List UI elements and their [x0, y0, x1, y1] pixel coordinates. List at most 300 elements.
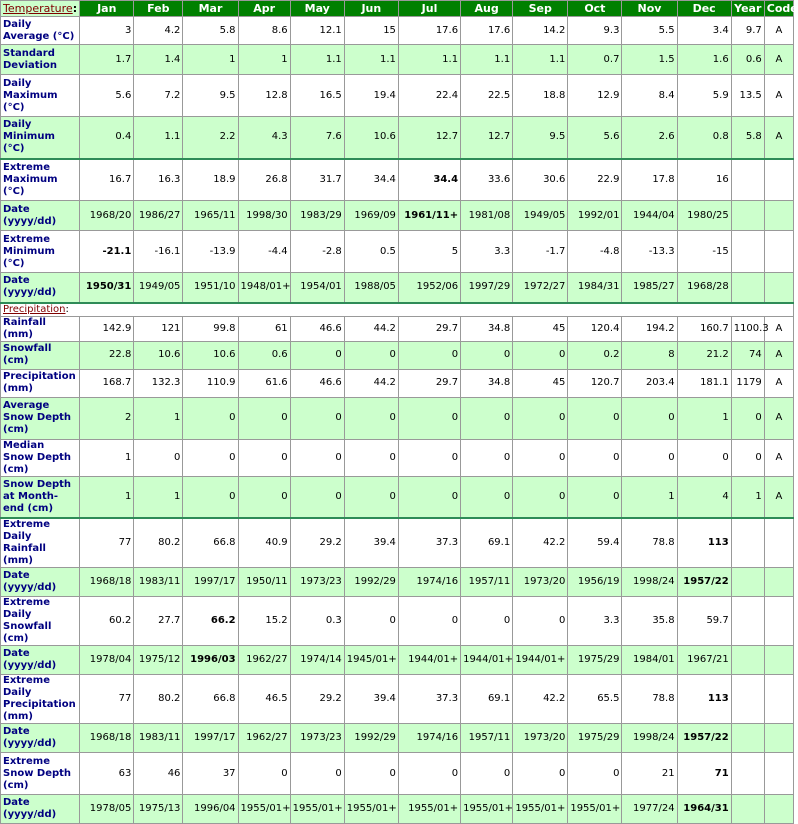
month-cell: 16.5	[290, 75, 344, 117]
table-row	[1, 795, 794, 824]
month-cell: 1996/04	[183, 795, 238, 824]
code-cell	[764, 795, 793, 824]
month-cell: 3	[80, 17, 134, 45]
month-cell: 0	[398, 597, 460, 646]
col-header-may: May	[290, 1, 344, 17]
row-label: Average Snow Depth (cm)	[1, 397, 80, 439]
month-cell: 1952/06	[398, 273, 460, 303]
month-cell: 80.2	[134, 518, 183, 568]
year-cell: 0	[731, 397, 764, 439]
year-cell	[731, 646, 764, 675]
month-cell: 0	[290, 476, 344, 518]
month-cell: 5.5	[622, 17, 677, 45]
month-cell: 61	[238, 316, 290, 341]
month-cell: 29.2	[290, 675, 344, 724]
code-cell: A	[764, 476, 793, 518]
month-cell: 5.6	[568, 117, 622, 159]
month-cell: 66.8	[183, 675, 238, 724]
month-cell: 0	[513, 597, 568, 646]
month-cell: 1973/20	[513, 724, 568, 753]
table-row	[1, 646, 794, 675]
month-cell: 1949/05	[134, 273, 183, 303]
month-cell: 1	[238, 45, 290, 75]
month-cell: 1980/25	[677, 201, 731, 231]
month-cell: 7.2	[134, 75, 183, 117]
month-cell: 31.7	[290, 159, 344, 201]
col-header-jun: Jun	[344, 1, 398, 17]
month-cell: 1983/11	[134, 724, 183, 753]
month-cell: 26.8	[238, 159, 290, 201]
month-cell: 120.7	[568, 369, 622, 397]
month-cell: 1.4	[134, 45, 183, 75]
col-header-feb: Feb	[134, 1, 183, 17]
month-cell: 42.2	[513, 675, 568, 724]
month-cell: 1998/30	[238, 201, 290, 231]
month-cell: 2.6	[622, 117, 677, 159]
month-cell: 59.4	[568, 518, 622, 568]
month-cell: 1968/20	[80, 201, 134, 231]
col-header-dec: Dec	[677, 1, 731, 17]
month-cell: 1944/01+	[461, 646, 513, 675]
month-cell: -1.7	[513, 231, 568, 273]
month-cell: 44.2	[344, 369, 398, 397]
row-label: Precipitation (mm)	[1, 369, 80, 397]
month-cell: 4.3	[238, 117, 290, 159]
row-label: Rainfall (mm)	[1, 316, 80, 341]
month-cell: 1	[134, 397, 183, 439]
precipitation-section-label: Precipitation	[3, 303, 66, 315]
month-cell: 29.7	[398, 369, 460, 397]
month-cell: 3.4	[677, 17, 731, 45]
table-row	[1, 568, 794, 597]
month-cell: 0	[398, 439, 460, 476]
month-cell: 113	[677, 518, 731, 568]
month-cell: 1955/01+	[398, 795, 460, 824]
month-cell: 71	[677, 753, 731, 795]
month-cell: 22.5	[461, 75, 513, 117]
month-cell: 0	[238, 753, 290, 795]
year-cell	[731, 273, 764, 303]
month-cell: 1950/11	[238, 568, 290, 597]
code-cell	[764, 597, 793, 646]
month-cell: 203.4	[622, 369, 677, 397]
table-row	[1, 518, 794, 568]
year-cell: 1100.3	[731, 316, 764, 341]
code-cell	[764, 568, 793, 597]
month-cell: 1955/01+	[461, 795, 513, 824]
month-cell: 34.4	[344, 159, 398, 201]
month-cell: 22.4	[398, 75, 460, 117]
row-label: Extreme Snow Depth (cm)	[1, 753, 80, 795]
month-cell: 1973/23	[290, 724, 344, 753]
col-header-jan: Jan	[80, 1, 134, 17]
month-cell: 10.6	[183, 341, 238, 369]
month-cell: 1978/05	[80, 795, 134, 824]
month-cell: -13.9	[183, 231, 238, 273]
month-cell: 1944/01+	[398, 646, 460, 675]
month-cell: 1.1	[461, 45, 513, 75]
year-cell	[731, 724, 764, 753]
month-cell: 65.5	[568, 675, 622, 724]
month-cell: 17.6	[398, 17, 460, 45]
month-cell: 1992/29	[344, 568, 398, 597]
month-cell: 27.7	[134, 597, 183, 646]
month-cell: 12.8	[238, 75, 290, 117]
col-header-mar: Mar	[183, 1, 238, 17]
month-cell: 168.7	[80, 369, 134, 397]
code-cell	[764, 231, 793, 273]
month-cell: 0	[238, 439, 290, 476]
month-cell: 21	[622, 753, 677, 795]
month-cell: 0	[290, 341, 344, 369]
year-cell: 74	[731, 341, 764, 369]
col-header-nov: Nov	[622, 1, 677, 17]
month-cell: 0	[183, 397, 238, 439]
month-cell: 34.8	[461, 316, 513, 341]
table-row	[1, 75, 794, 117]
month-cell: 1.7	[80, 45, 134, 75]
table-row	[1, 159, 794, 201]
month-cell: -2.8	[290, 231, 344, 273]
month-cell: 15	[344, 17, 398, 45]
month-cell: 0	[568, 753, 622, 795]
month-cell: 0	[183, 439, 238, 476]
code-cell: A	[764, 75, 793, 117]
month-cell: 22.8	[80, 341, 134, 369]
month-cell: 0	[622, 439, 677, 476]
year-cell	[731, 518, 764, 568]
month-cell: 2.2	[183, 117, 238, 159]
month-cell: 0	[513, 341, 568, 369]
month-cell: 12.7	[398, 117, 460, 159]
col-header-year: Year	[731, 1, 764, 17]
month-cell: 1988/05	[344, 273, 398, 303]
month-cell: 1974/14	[290, 646, 344, 675]
month-cell: 1951/10	[183, 273, 238, 303]
table-row	[1, 45, 794, 75]
code-cell: A	[764, 369, 793, 397]
month-cell: 1957/22	[677, 568, 731, 597]
month-cell: 0	[238, 397, 290, 439]
month-cell: 18.8	[513, 75, 568, 117]
month-cell: 1	[134, 476, 183, 518]
month-cell: 12.7	[461, 117, 513, 159]
month-cell: 0	[290, 397, 344, 439]
month-cell: 10.6	[134, 341, 183, 369]
month-cell: 0	[513, 753, 568, 795]
month-cell: 0	[344, 753, 398, 795]
month-cell: 1981/08	[461, 201, 513, 231]
month-cell: 37.3	[398, 518, 460, 568]
month-cell: 39.4	[344, 518, 398, 568]
col-header-sep: Sep	[513, 1, 568, 17]
year-cell	[731, 675, 764, 724]
row-label: Extreme Minimum (°C)	[1, 231, 80, 273]
month-cell: 16.7	[80, 159, 134, 201]
month-cell: 1957/11	[461, 724, 513, 753]
year-cell	[731, 597, 764, 646]
row-label: Standard Deviation	[1, 45, 80, 75]
month-cell: 80.2	[134, 675, 183, 724]
month-cell: 1.1	[398, 45, 460, 75]
month-cell: 1.6	[677, 45, 731, 75]
month-cell: 0	[677, 439, 731, 476]
month-cell: 194.2	[622, 316, 677, 341]
month-cell: 44.2	[344, 316, 398, 341]
month-cell: 1964/31	[677, 795, 731, 824]
month-cell: 1	[80, 439, 134, 476]
month-cell: 12.9	[568, 75, 622, 117]
month-cell: 0	[344, 397, 398, 439]
month-cell: 0	[134, 439, 183, 476]
month-cell: 9.3	[568, 17, 622, 45]
year-cell: 1179	[731, 369, 764, 397]
month-cell: 9.5	[183, 75, 238, 117]
year-cell	[731, 753, 764, 795]
month-cell: 66.2	[183, 597, 238, 646]
month-cell: 34.4	[398, 159, 460, 201]
code-cell: A	[764, 316, 793, 341]
month-cell: 1977/24	[622, 795, 677, 824]
month-cell: 1975/29	[568, 724, 622, 753]
row-label: Date (yyyy/dd)	[1, 646, 80, 675]
month-cell: 1955/01+	[568, 795, 622, 824]
row-label: Extreme Daily Precipitation (mm)	[1, 675, 80, 724]
year-cell: 5.8	[731, 117, 764, 159]
table-row	[1, 724, 794, 753]
month-cell: 132.3	[134, 369, 183, 397]
month-cell: 30.6	[513, 159, 568, 201]
row-label: Snow Depth at Month-end (cm)	[1, 476, 80, 518]
month-cell: 34.8	[461, 369, 513, 397]
month-cell: 0	[461, 597, 513, 646]
month-cell: 1969/09	[344, 201, 398, 231]
year-cell: 9.7	[731, 17, 764, 45]
month-cell: 1986/27	[134, 201, 183, 231]
temperature-rows	[1, 17, 794, 303]
month-cell: 78.8	[622, 675, 677, 724]
year-cell	[731, 201, 764, 231]
year-cell	[731, 159, 764, 201]
month-cell: 46.6	[290, 369, 344, 397]
month-cell: 1	[677, 397, 731, 439]
table-row	[1, 17, 794, 45]
year-cell	[731, 795, 764, 824]
month-cell: 1.1	[513, 45, 568, 75]
month-cell: 142.9	[80, 316, 134, 341]
month-cell: 1.1	[290, 45, 344, 75]
month-cell: 60.2	[80, 597, 134, 646]
code-cell	[764, 201, 793, 231]
month-cell: 0.7	[568, 45, 622, 75]
code-cell	[764, 159, 793, 201]
month-cell: 3.3	[461, 231, 513, 273]
code-cell	[764, 753, 793, 795]
month-cell: 1955/01+	[238, 795, 290, 824]
month-cell: 0	[513, 397, 568, 439]
month-cell: 0	[238, 476, 290, 518]
month-cell: 110.9	[183, 369, 238, 397]
month-cell: 0	[290, 439, 344, 476]
month-cell: 1945/01+	[344, 646, 398, 675]
month-cell: 1983/29	[290, 201, 344, 231]
month-cell: 17.8	[622, 159, 677, 201]
month-cell: 1998/24	[622, 724, 677, 753]
table-row	[1, 369, 794, 397]
row-label: Date (yyyy/dd)	[1, 795, 80, 824]
month-cell: 0	[398, 753, 460, 795]
table-row	[1, 476, 794, 518]
month-cell: 0	[290, 753, 344, 795]
month-cell: 1997/29	[461, 273, 513, 303]
month-cell: -13.3	[622, 231, 677, 273]
month-cell: 1983/11	[134, 568, 183, 597]
month-cell: 1997/17	[183, 724, 238, 753]
month-cell: 39.4	[344, 675, 398, 724]
month-cell: 0	[622, 397, 677, 439]
row-label: Snowfall (cm)	[1, 341, 80, 369]
month-cell: 0	[398, 397, 460, 439]
code-cell: A	[764, 341, 793, 369]
code-cell: A	[764, 17, 793, 45]
col-header-aug: Aug	[461, 1, 513, 17]
month-cell: 12.1	[290, 17, 344, 45]
month-cell: 59.7	[677, 597, 731, 646]
month-cell: 0	[461, 341, 513, 369]
header-row	[1, 1, 794, 17]
month-cell: 46.5	[238, 675, 290, 724]
month-cell: 1961/11+	[398, 201, 460, 231]
table-row	[1, 316, 794, 341]
table-row	[1, 201, 794, 231]
month-cell: 9.5	[513, 117, 568, 159]
month-cell: 0.8	[677, 117, 731, 159]
month-cell: 0.5	[344, 231, 398, 273]
month-cell: 1956/19	[568, 568, 622, 597]
month-cell: 8.4	[622, 75, 677, 117]
month-cell: 1968/28	[677, 273, 731, 303]
table-row	[1, 117, 794, 159]
code-cell: A	[764, 117, 793, 159]
row-label: Date (yyyy/dd)	[1, 724, 80, 753]
month-cell: 5.6	[80, 75, 134, 117]
month-cell: 1955/01+	[513, 795, 568, 824]
month-cell: 61.6	[238, 369, 290, 397]
year-cell	[731, 568, 764, 597]
month-cell: 5	[398, 231, 460, 273]
month-cell: 8	[622, 341, 677, 369]
code-cell: A	[764, 439, 793, 476]
month-cell: 37	[183, 753, 238, 795]
row-label: Extreme Daily Snowfall (cm)	[1, 597, 80, 646]
row-label: Date (yyyy/dd)	[1, 201, 80, 231]
month-cell: 1	[622, 476, 677, 518]
month-cell: 0.6	[238, 341, 290, 369]
month-cell: 1962/27	[238, 646, 290, 675]
month-cell: 18.9	[183, 159, 238, 201]
month-cell: 1992/01	[568, 201, 622, 231]
year-cell	[731, 231, 764, 273]
month-cell: 1974/16	[398, 724, 460, 753]
month-cell: 21.2	[677, 341, 731, 369]
col-header-oct: Oct	[568, 1, 622, 17]
month-cell: -16.1	[134, 231, 183, 273]
month-cell: 77	[80, 518, 134, 568]
month-cell: 1955/01+	[344, 795, 398, 824]
table-row	[1, 341, 794, 369]
month-cell: 16	[677, 159, 731, 201]
month-cell: 1968/18	[80, 568, 134, 597]
col-header-jul: Jul	[398, 1, 460, 17]
table-row	[1, 231, 794, 273]
month-cell: 1957/11	[461, 568, 513, 597]
month-cell: 1984/01	[622, 646, 677, 675]
month-cell: -15	[677, 231, 731, 273]
month-cell: 5.9	[677, 75, 731, 117]
month-cell: 14.2	[513, 17, 568, 45]
month-cell: 0	[568, 397, 622, 439]
temperature-section-header: Temperature:	[1, 1, 80, 17]
month-cell: 1949/05	[513, 201, 568, 231]
code-cell: A	[764, 397, 793, 439]
month-cell: 35.8	[622, 597, 677, 646]
precipitation-rows	[1, 316, 794, 824]
month-cell: -4.4	[238, 231, 290, 273]
month-cell: 46	[134, 753, 183, 795]
month-cell: 37.3	[398, 675, 460, 724]
table-row	[1, 397, 794, 439]
month-cell: 46.6	[290, 316, 344, 341]
month-cell: 181.1	[677, 369, 731, 397]
month-cell: 0	[461, 397, 513, 439]
month-cell: 1998/24	[622, 568, 677, 597]
code-cell	[764, 518, 793, 568]
month-cell: 0	[568, 476, 622, 518]
col-header-apr: Apr	[238, 1, 290, 17]
row-label: Extreme Daily Rainfall (mm)	[1, 518, 80, 568]
month-cell: 120.4	[568, 316, 622, 341]
month-cell: 1.1	[344, 45, 398, 75]
row-label: Median Snow Depth (cm)	[1, 439, 80, 476]
month-cell: 69.1	[461, 675, 513, 724]
code-cell	[764, 724, 793, 753]
row-label: Daily Minimum (°C)	[1, 117, 80, 159]
month-cell: 63	[80, 753, 134, 795]
month-cell: 1968/18	[80, 724, 134, 753]
month-cell: 1985/27	[622, 273, 677, 303]
month-cell: 29.2	[290, 518, 344, 568]
month-cell: 10.6	[344, 117, 398, 159]
month-cell: 1967/21	[677, 646, 731, 675]
month-cell: 3.3	[568, 597, 622, 646]
month-cell: 1944/04	[622, 201, 677, 231]
month-cell: 1.5	[622, 45, 677, 75]
table-row	[1, 675, 794, 724]
month-cell: 1955/01+	[290, 795, 344, 824]
month-cell: 1975/13	[134, 795, 183, 824]
month-cell: 1	[183, 45, 238, 75]
month-cell: 45	[513, 316, 568, 341]
month-cell: 1957/22	[677, 724, 731, 753]
month-cell: 0	[344, 341, 398, 369]
month-cell: 16.3	[134, 159, 183, 201]
code-cell	[764, 646, 793, 675]
month-cell: 113	[677, 675, 731, 724]
precipitation-section-row	[1, 303, 794, 317]
month-cell: 0	[344, 597, 398, 646]
month-cell: 1997/17	[183, 568, 238, 597]
month-cell: 0	[461, 439, 513, 476]
